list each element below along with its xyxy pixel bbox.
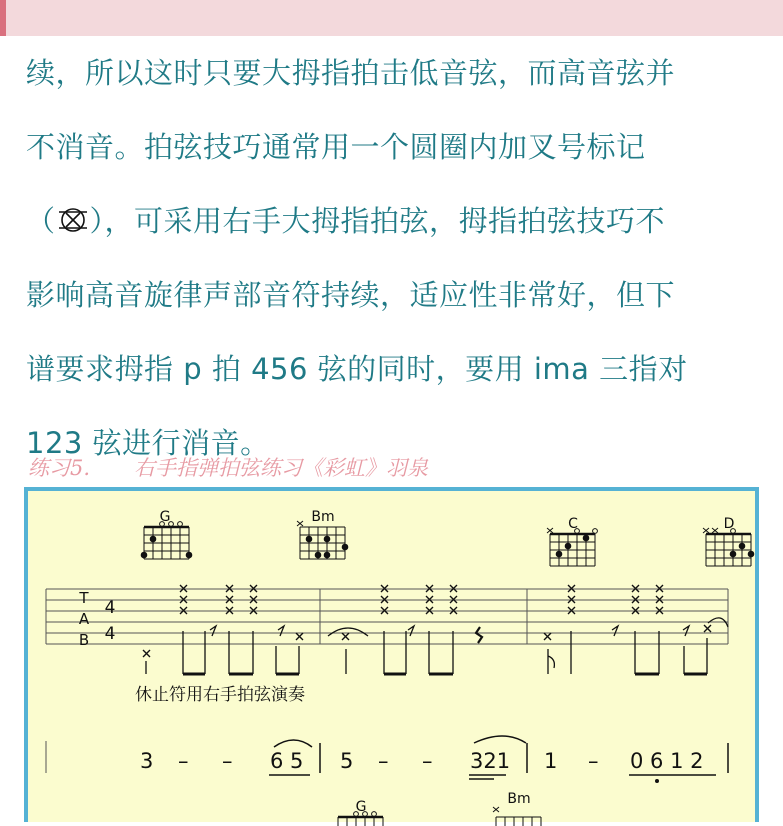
circled-x-icon [56,203,90,237]
jianpu-m2-dash1: – [378,749,389,773]
chord-name-g: G [159,509,171,525]
numbered-notation [140,749,703,773]
chord-diagram-c [547,516,597,566]
jianpu-m3-notes: 0 6 1 2 [630,749,704,773]
text-line-4: 影响高音旋律声部音符持续，适应性非常好，但下 [26,278,676,312]
tab-letter-t: T [79,589,89,607]
jianpu-m3-dash1: – [588,749,599,773]
exercise-title: 右手指弹拍弦练习《彩虹》羽泉 [134,456,429,480]
body-paragraph [26,36,776,480]
chord-diagram-bm [297,509,348,559]
tab-letter-a: A [78,610,90,628]
jianpu-m2-dash2: – [422,749,433,773]
jianpu-low-dot [655,779,659,783]
jianpu-m1-dash2: – [222,749,233,773]
text-line-3 [26,184,776,258]
rest-symbols [210,626,689,643]
jianpu-m2-note1: 5 [340,749,354,773]
exercise-heading [28,452,428,482]
jianpu-m1-notes: 6 5 [270,749,304,773]
chord-diagram-bm-2 [493,791,541,826]
chord-diagram-g [141,509,193,559]
text-line-5: 谱要求拇指 p 拍 456 弦的同时，要用 ima 三指对 [26,352,688,386]
jianpu-m3-note1: 1 [544,749,558,773]
chord-name-c: C [568,516,578,532]
rhythm-stems [146,618,728,674]
chord-diagram-d [703,516,754,566]
header-accent [0,0,6,36]
header-bar [0,0,783,36]
open-paren: （ [26,204,56,238]
text-line-6: 123 弦进行消音。 [26,426,270,460]
jianpu-m1-note1: 3 [140,749,154,773]
tab-x-noteheads [143,585,711,657]
exercise-number: 练习5. [28,456,91,480]
time-sig-bottom: 4 [104,624,116,644]
chord-name-bm: Bm [311,509,335,525]
text-line-3-rest: ），可采用右手大拇指拍弦，拇指拍弦技巧不 [89,204,666,238]
score-panel [24,487,759,822]
chord-name-d: D [723,516,735,532]
guitar-tab-score [28,491,755,826]
time-sig-top: 4 [104,598,116,618]
slap-annotation: 休止符用右手拍弦演奏 [135,685,305,705]
jianpu-m1-dash1: – [178,749,189,773]
text-line-1: 续，所以这时只要大拇指拍击低音弦，而高音弦并 [26,56,676,90]
tab-letter-b: B [78,631,90,649]
text-line-2: 不消音。拍弦技巧通常用一个圆圈内加叉号标记 [26,130,646,164]
jianpu-m2-notes: 321 [470,749,511,773]
chord-name-bm-2: Bm [507,791,531,807]
chord-name-g-2: G [355,799,367,815]
